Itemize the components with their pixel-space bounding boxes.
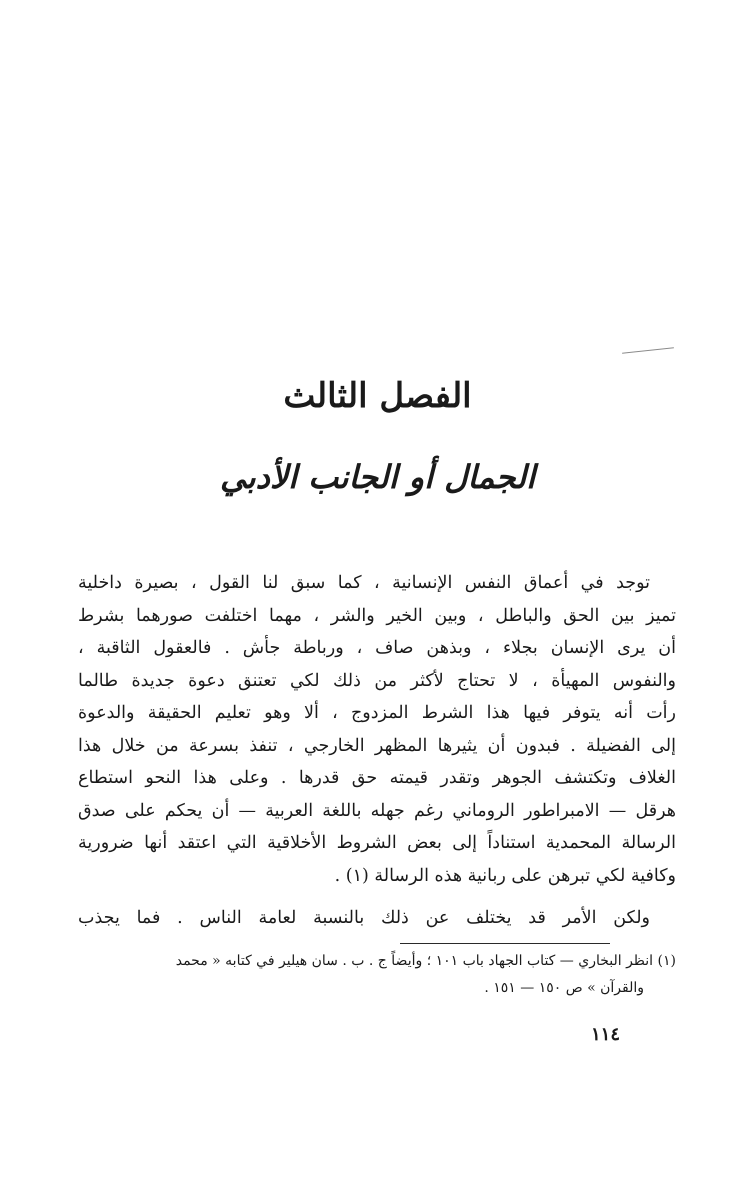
paragraph-2 (78, 902, 676, 935)
text-line: والنفوس المهيأة ، لا تحتاج لأكثر من ذلك لكي تعتنق دعوة جديدة طالما (78, 670, 676, 691)
text-line: رأت أنه يتوفر فيها هذا الشرط المزدوج ، ألا وهو تعليم الحقيقة والدعوة (78, 703, 676, 723)
text-line: الغلاف وتكتشف الجوهر وتقدر قيمته حق قدرها . وعلى هذا النحو استطاع (78, 768, 676, 788)
text-line: هرقل — الامبراطور الروماني رغم جهله باللغة العربية — أن يحكم على صدق (78, 800, 676, 821)
text-line: إلى الفضيلة . فبدون أن يثيرها المظهر الخارجي ، تنفذ بسرعة من خلال هذا (78, 735, 676, 756)
footnote-line: (١) انظر البخاري — كتاب الجهاد باب ١٠١ ؛ وأيضاً ج . ب . سان هيلير في كتابه « محمد (175, 953, 676, 969)
stray-pencil-mark (622, 347, 674, 353)
text-line: تميز بين الحق والباطل ، وبين الخير والشر ، مهما اختلفت صورهما بشرط (78, 605, 676, 626)
chapter-number-heading: الفصل الثالث (283, 376, 472, 416)
text-line: توجد في أعماق النفس الإنسانية ، كما سبق لنا القول ، بصيرة داخلية (78, 573, 650, 593)
page-number: ١١٤ (590, 1024, 620, 1045)
chapter-title-heading: الجمال أو الجانب الأدبي (220, 458, 535, 496)
text-line: أن يرى الإنسان بجلاء ، وبذهن صاف ، ورباطة جأش . فالعقول الثاقبة ، (78, 638, 676, 658)
text-line: الرسالة المحمدية استناداً إلى بعض الشروط الأخلاقية التي اعتقد أنها ضرورية (78, 833, 676, 853)
text-line: وكافية لكي تبرهن على ربانية هذه الرسالة (١) . (334, 865, 676, 886)
footnote-line: والقرآن » ص ١٥٠ — ١٥١ . (484, 980, 644, 996)
text-line: ولكن الأمر قد يختلف عن ذلك بالنسبة لعامة الناس . فما يجذب (78, 908, 650, 928)
footnote-separator (400, 943, 610, 944)
footnote (78, 948, 676, 1002)
paragraph-1 (78, 567, 676, 892)
